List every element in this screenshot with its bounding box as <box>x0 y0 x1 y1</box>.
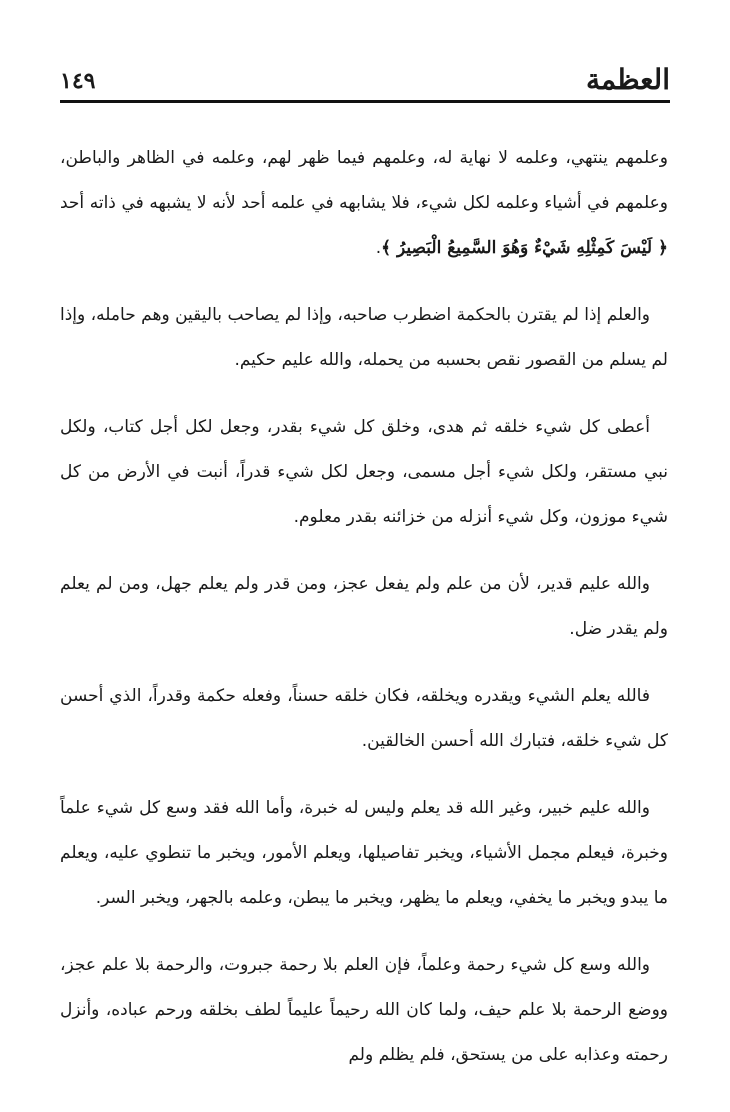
paragraph-text-end: . <box>375 238 382 258</box>
paragraph-text: وعلمهم ينتهي، وعلمه لا نهاية له، وعلمهم فيما ظهر لهم، وعلمه في الظاهر والباطن، وعلمهم في أشياء وعلمه لكل شيء، فلا يشابهه في علمه أحد لأنه لا يشبهه في ذاته أحد <box>60 148 668 213</box>
paragraph <box>60 136 668 271</box>
page-header <box>60 58 670 104</box>
paragraph: والله عليم قدير، لأن من علم ولم يفعل عجز، ومن قدر ولم يعلم جهل، ومن لم يعلم ولم يقدر ضل. <box>60 574 668 639</box>
quran-verse: ﴿ لَيْسَ كَمِثْلِهِ شَيْءٌ وَهُوَ السَّمِيعُ الْبَصِيرُ ﴾ <box>381 238 668 258</box>
page-number: ١٤٩ <box>60 68 96 94</box>
paragraph: والله وسع كل شيء رحمة وعلماً، فإن العلم بلا رحمة جبروت، والرحمة بلا علم عجز، ووضع الرحمة بلا علم حيف، ولما كان الله رحيماً عليماً لطف بخلقه ورحم عباده، وأنزل رحمته وعذابه على من يستحق، فلم يظلم ولم <box>60 955 668 1065</box>
paragraph: والعلم إذا لم يقترن بالحكمة اضطرب صاحبه، وإذا لم يصاحب باليقين وهم حامله، وإذا لم يسلم من القصور نقص بحسبه من يحمله، والله عليم حكيم. <box>60 305 668 370</box>
running-title: العظمة <box>586 63 670 96</box>
paragraph: والله عليم خبير، وغير الله قد يعلم وليس له خبرة، وأما الله فقد وسع كل شيء علماً وخبرة، فيعلم مجمل الأشياء، ويخبر تفاصيلها، ويعلم الأمور، ويخبر ما تنطوي عليه، ويعلم ما يبدو ويخبر ما يخفي، ويعلم ما يظهر، ويخبر ما يبطن، وعلمه بالجهر، ويخبر السر. <box>60 798 668 908</box>
header-rule <box>60 100 670 103</box>
paragraph: أعطى كل شيء خلقه ثم هدى، وخلق كل شيء بقدر، وجعل لكل أجل كتاب، ولكل نبي مستقر، ولكل شيء أجل مسمى، وجعل لكل شيء قدراً، أنبت في الأرض من كل شيء موزون، وكل شيء أنزله من خزائنه بقدر معلوم. <box>60 417 668 527</box>
paragraph: فالله يعلم الشيء ويقدره ويخلقه، فكان خلقه حسناً، وفعله حكمة وقدراً، الذي أحسن كل شيء خلقه، فتبارك الله أحسن الخالقين. <box>60 686 668 751</box>
body-text <box>60 136 668 1100</box>
